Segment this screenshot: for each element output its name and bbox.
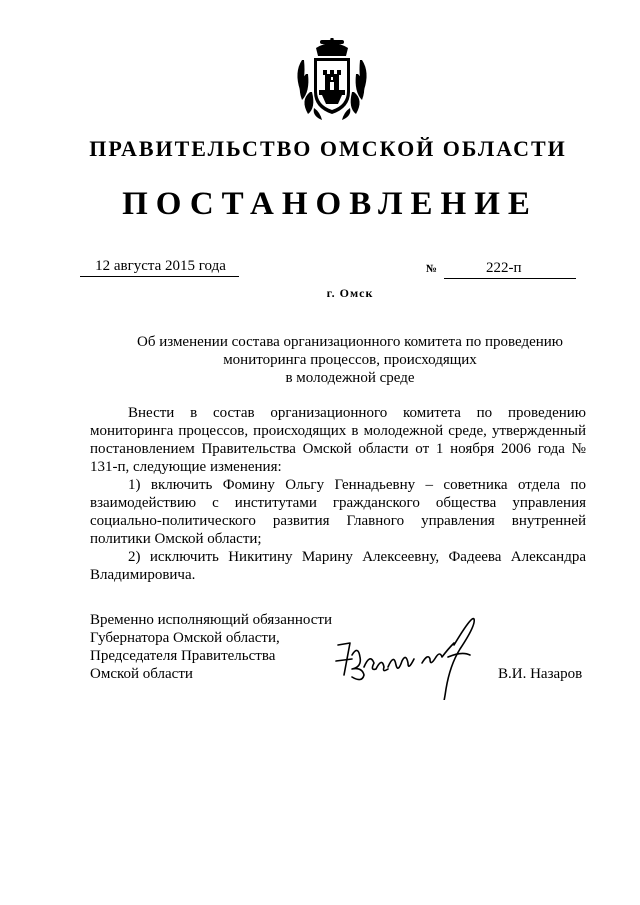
document-subject	[120, 333, 580, 387]
subject-line: Об изменении состава организационного комитета по проведению	[136, 334, 563, 350]
document-number: 222-п	[444, 258, 576, 279]
body-item-2: 2) исключить Никитину Марину Алексеевну, Фадеева Александра Владимировича.	[90, 549, 586, 583]
signer-title-line: Председателя Правительства	[90, 648, 276, 664]
document-date: 12 августа 2015 года	[80, 256, 239, 277]
city-label: г. Омск	[326, 286, 374, 300]
coat-of-arms-icon	[292, 38, 372, 124]
signer-title-line: Губернатора Омской области,	[90, 630, 280, 646]
number-sign: №	[426, 263, 438, 275]
body-item-1: 1) включить Фомину Ольгу Геннадьевну – советника отдела по взаимодействию с институтами гражданского общества управления социально-политического развития Главного управления внутренней политики Омской области;	[90, 477, 586, 547]
subject-line: мониторинга процессов, происходящих	[223, 352, 477, 368]
document-body	[90, 404, 586, 584]
signer-title	[90, 611, 350, 683]
signer-title-line: Омской области	[90, 666, 193, 682]
signer-title-line: Временно исполняющий обязанности	[90, 612, 333, 628]
handwritten-signature-icon	[330, 605, 490, 700]
subject-line: в молодежной среде	[285, 370, 415, 386]
document-type-title: ПОСТАНОВЛЕНИЕ	[122, 186, 538, 222]
signer-name: В.И. Назаров	[498, 666, 583, 682]
organization-title: ПРАВИТЕЛЬСТВО ОМСКОЙ ОБЛАСТИ	[89, 136, 567, 161]
document-number-block	[426, 258, 576, 279]
body-paragraph: Внести в состав организационного комитета по проведению мониторинга процессов, происходящих в молодежной среде, утвержденный постановлением Правительства Омской области от 1 ноября 2006 года № 131-п, следующие изменения:	[90, 405, 586, 475]
